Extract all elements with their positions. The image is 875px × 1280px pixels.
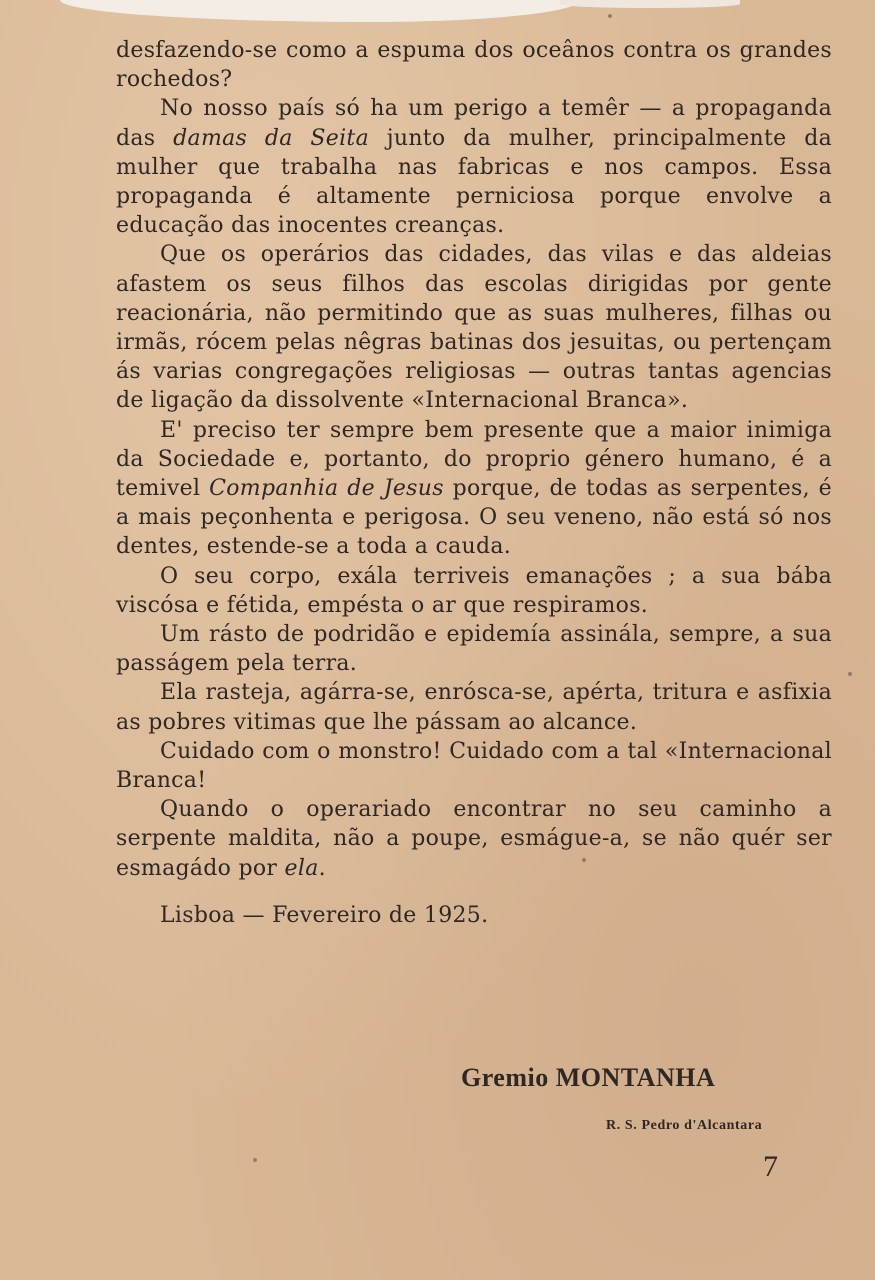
paragraph-9	[116, 795, 832, 883]
paragraph-4	[116, 416, 832, 562]
paragraph-4-emphasis: Companhia de Jesus	[209, 476, 444, 502]
paper-speck	[608, 14, 612, 18]
paragraph-2-text-a: No nosso país só ha um perigo a temêr — a propaganda das	[116, 96, 832, 151]
paragraph-7: Ela rasteja, agárra-se, enrósca-se, apérta, tritura e asfixia as pobres vitimas que lhe pássam ao alcance.	[116, 680, 832, 735]
paragraph-1: desfazendo-se como a espuma dos oceânos contra os grandes rochedos?	[116, 38, 832, 93]
page-body	[116, 36, 832, 930]
paragraph-4-text-a: E' preciso ter sempre bem presente que a maior inimiga da Sociedade e, portanto, do proprio género humano, é a temivel	[116, 417, 832, 502]
paragraph-2	[116, 94, 832, 240]
torn-paper-edge-right	[560, 0, 740, 8]
paper-speck	[848, 672, 852, 676]
paper-speck	[582, 858, 586, 862]
torn-paper-edge	[60, 0, 580, 22]
paragraph-2-text-b: junto da mulher, principalmente da mulher que trabalha nas fabricas e nos campos. Essa propaganda é altamente perniciosa porque envolve a educação das inocentes creanças.	[116, 125, 833, 239]
paragraph-6: Um rásto de podridão e epidemía assinála, sempre, a sua passágem pela terra.	[116, 622, 832, 677]
signature: Gremio MONTANHA	[461, 1063, 716, 1092]
paragraph-5: O seu corpo, exála terriveis emanações ; a sua bába viscósa e fétida, empésta o ar que respiramos.	[116, 563, 832, 618]
date-line: Lisboa — Fevereiro de 1925.	[160, 902, 489, 928]
paragraph-8: Cuidado com o monstro! Cuidado com a tal «Internacional Branca!	[116, 738, 832, 794]
paragraph-9-text-b: .	[318, 855, 326, 881]
paragraph-3: Que os operários das cidades, das vilas e das aldeias afastem os seus filhos das escolas dirigidas por gente reacionária, não permitindo que as suas mulheres, filhas ou irmãs, rócem pelas nêgras batinas dos jesuitas, ou pertençam ás varias congregações religiosas — outras tantas agencias de ligação da dissolvente «Internacional Branca».	[116, 242, 832, 414]
paragraph-4-text-b: porque, de todas as serpentes, é a mais peçonhenta e perigosa. O seu veneno, não está só nos dentes, estende-se a toda a cauda.	[116, 476, 832, 560]
paragraph-9-emphasis: ela	[284, 855, 319, 881]
address: R. S. Pedro d'Alcantara	[606, 1118, 763, 1133]
page-number: 7	[763, 1150, 778, 1183]
paragraph-9-text-a: Quando o operariado encontrar no seu caminho a serpente maldita, não a poupe, esmágue-a, se não quér ser esmagádo por	[116, 797, 832, 881]
paragraph-2-emphasis: damas da Seita	[173, 125, 369, 151]
paper-speck	[253, 1158, 257, 1162]
